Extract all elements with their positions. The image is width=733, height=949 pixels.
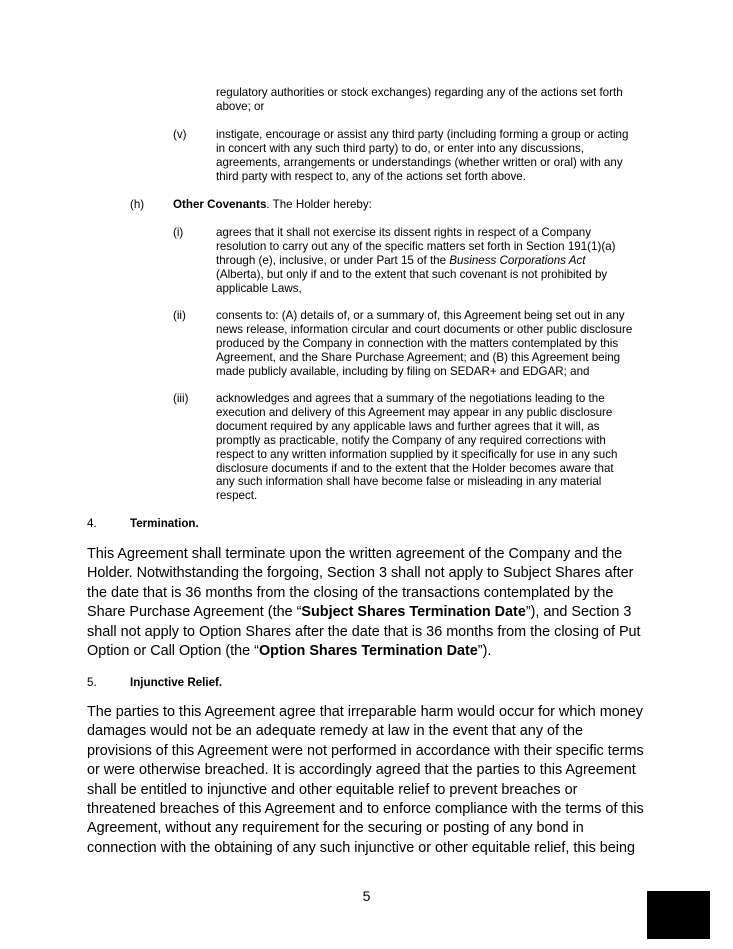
continuation-line: regulatory authorities or stock exchanges) regarding any of the actions set forth [216,86,623,99]
item-i-line: agrees that it shall not exercise its dissent rights in respect of a Company [216,226,592,239]
section-5-number: 5. [87,676,97,689]
item-iii-line: respect to any written information supplied by it specifically for use in any such [216,447,618,461]
item-iii-line: any such information shall have become false or misleading in any material [216,475,602,489]
termination-paragraph [87,545,657,661]
termination-line4-text: Share Purchase Agreement (the “ [87,604,302,621]
termination-line [87,642,657,661]
injunctive-line: damages would not be an adequate remedy at law in the event that any of the [87,723,584,740]
termination-line4-tail: ”), and Section 3 [525,604,632,621]
item-iii-line: execution and delivery of this Agreement may appear in any public disclosure [216,405,613,419]
continuation-line: above; or [216,99,265,113]
termination-line6-text: Option or Call Option (the “ [87,643,259,660]
section-4-title: Termination. [130,517,199,530]
item-iii-text [216,392,676,503]
option-shares-termination-date-term: Option Shares Termination Date [258,643,478,660]
item-v-line: third party with respect to, any of the actions set forth above. [216,169,526,183]
injunctive-line: shall be entitled to injunctive and other equitable relief to prevent breaches or [87,781,578,798]
section-h-title: Other Covenants [173,198,267,211]
item-iii-line: acknowledges and agrees that a summary of the negotiations leading to the [216,392,605,405]
item-iii-line: respect. [216,489,258,503]
item-v-line: agreements, arrangements or understandings (whether written or oral) with any [216,155,623,169]
item-i-number: (i) [173,226,184,239]
item-v-line: instigate, encourage or assist any third party (including forming a group or acting [216,128,629,141]
termination-line: shall not apply to Option Shares after the date that is 36 months from the closing of Put [87,623,641,640]
termination-line: the date that is 36 months from the closing of the transactions contemplated by the [87,584,614,601]
injunctive-line: The parties to this Agreement agree that irreparable harm would occur for which money [87,704,643,720]
redaction-box [647,891,710,939]
item-v-number: (v) [173,128,187,141]
item-i-line: applicable Laws, [216,281,302,295]
subject-shares-termination-date-term: Subject Shares Termination Date [301,604,526,621]
item-iii-line: disclosure documents if and to the extent that the Holder becomes aware that [216,461,614,475]
termination-line: Holder. Notwithstanding the forgoing, Section 3 shall not apply to Subject Shares after [87,565,634,582]
section-h-number: (h) [130,198,145,211]
item-iii-number: (iii) [173,392,189,405]
item-ii-number: (ii) [173,309,186,322]
termination-line6-tail: ”). [477,643,492,660]
item-i-line: (Alberta), but only if and to the extent that such covenant is not prohibited by [216,267,608,281]
section-h-intro: . The Holder hereby: [266,198,372,211]
item-i-line: resolution to carry out any of the specific matters set forth in Section 191(1)(a) [216,239,616,253]
injunctive-line: threatened breaches of this Agreement and to enforce compliance with the terms of this [87,801,644,818]
item-iii-line: promptly as practicable, notify the Company of any required corrections with [216,433,606,447]
item-ii-line: news release, information circular and court documents or other public disclosure [216,322,633,336]
continuation-paragraph [216,86,676,114]
item-i-line [216,254,676,268]
item-ii-text [216,309,676,379]
termination-line [87,603,657,622]
section-5-title: Injunctive Relief. [130,676,223,689]
item-i-text [216,226,676,296]
item-ii-line: consents to: (A) details of, or a summary of, this Agreement being set out in any [216,309,625,322]
injunctive-line: connection with the obtaining of any such injunctive or other equitable relief, this being [87,839,635,856]
injunctive-line: Agreement, without any requirement for the securing or posting of any bond in [87,820,584,837]
page-number: 5 [362,888,371,904]
item-i-act-name: Business Corporations Act [449,253,586,267]
item-v-text [216,128,676,184]
item-v-line: in concert with any such third party) to do, or enter into any discussions, [216,141,584,155]
item-i-line3-text: through (e), inclusive, or under Part 15 of the [216,253,450,267]
injunctive-line: provisions of this Agreement were not performed in accordance with their specific terms [87,742,644,759]
item-ii-line: Agreement, and the Share Purchase Agreement; and (B) this Agreement being [216,350,621,364]
item-ii-line: produced by the Company in connection with the matters contemplated by this [216,336,619,350]
section-4-number: 4. [87,517,97,530]
injunctive-line: or were otherwise breached. It is accordingly agreed that the parties to this Agreement [87,762,636,779]
injunctive-paragraph [87,703,657,858]
termination-line: This Agreement shall terminate upon the written agreement of the Company and the [87,546,623,562]
item-ii-line: made publicly available, including by filing on SEDAR+ and EDGAR; and [216,364,590,378]
item-iii-line: document required by any applicable laws and further agrees that it will, as [216,419,600,433]
section-h-heading [173,198,633,212]
